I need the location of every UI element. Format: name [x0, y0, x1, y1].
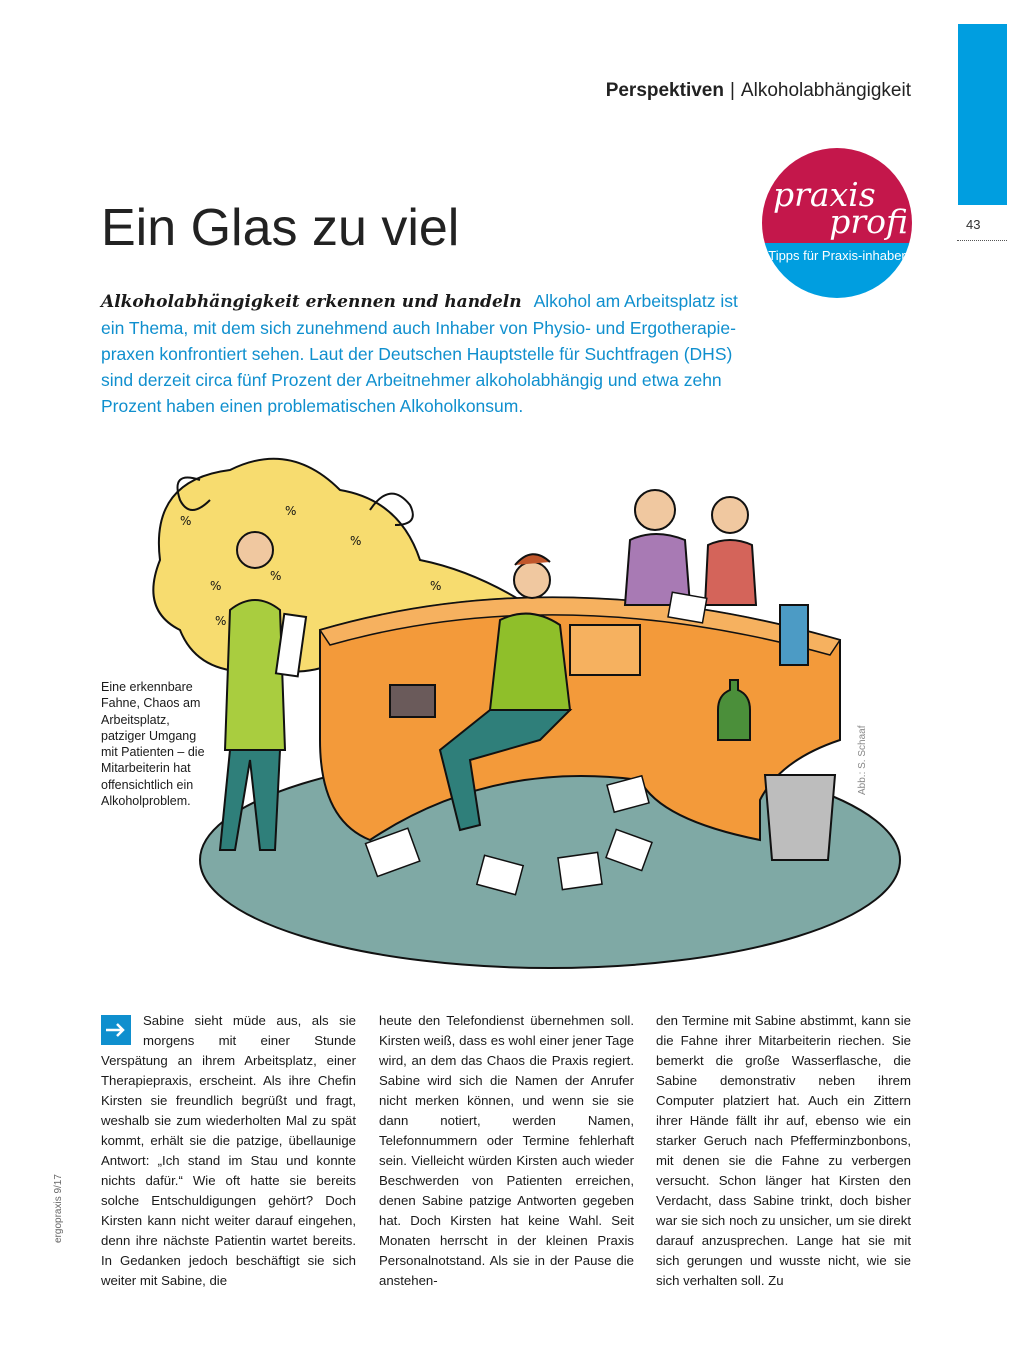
percent-symbol: % [350, 534, 362, 548]
ice-bucket [765, 775, 835, 860]
image-credit: Abb.: S. Schaaf [857, 725, 868, 795]
percent-symbol: % [285, 504, 297, 518]
percent-symbol: % [270, 569, 282, 583]
header-separator: | [729, 80, 735, 101]
section-color-tab [958, 24, 1007, 205]
arrow-right-icon [101, 1015, 131, 1045]
body-column-2 [379, 1011, 634, 1291]
header-section: Perspektiven [605, 80, 724, 101]
body-column-3 [656, 1011, 911, 1291]
desk-phone [390, 685, 435, 717]
journal-issue-note: ergopraxis 9/17 [53, 1174, 64, 1243]
header-topic: Alkoholabhängigkeit [740, 80, 911, 101]
water-bottle [780, 605, 808, 665]
article-title: Ein Glas zu viel [101, 199, 460, 257]
waiting-patients [625, 490, 756, 605]
article-lead [101, 288, 761, 419]
page-number: 43 [966, 217, 981, 232]
illustration-caption: Eine erkennbare Fahne, Chaos am Arbeitsplatz, patziger Umgang mit Patienten – die Mitarbeiterin hat offensichtlich ein Alkoholproblem. [101, 680, 205, 809]
lead-text: Alkohol am Arbeitsplatz ist ein Thema, mit dem sich zunehmend auch Inhaber von Physio- und Ergotherapie-praxen konfrontiert sehen. Laut der Deutschen Hauptstelle für Suchtfragen (DHS) sind derzeit circa fünf Prozent der Arbeitnehmer alkoholabhängig und etwa zehn Prozent haben einen problematischen Alkoholkonsum. [101, 291, 738, 416]
badge-word-profi: profi [829, 202, 908, 241]
percent-symbol: % [215, 614, 227, 628]
body-text-1: Sabine sieht müde aus, als sie morgens mit einer Stunde Verspätung an ihrem Arbeitsplatz, einer Therapiepraxis, erscheint. Als ihre Chefin Kirsten sie freundlich begrüßt und fragt, weshalb sie zum wiederholten Mal zu spät kommt, erhält sie die patzige, übellaunige Antwort: „Ich stand im Stau und konnte nichts dafür.“ Wie oft hatte sie bereits solche Entschuldigungen gehört? Doch Kirsten kann nicht weiter darauf eingehen, denn ihre nächste Patientin wartet bereits. In Gedanken jedoch beschäftigt sie sich weiter mit Sabine, die [101, 1013, 356, 1288]
reception-chaos-illustration [140, 440, 920, 970]
body-column-1 [101, 1011, 356, 1291]
page-number-divider [957, 240, 1007, 241]
badge-word-praxis: praxis [773, 175, 876, 214]
percent-symbol: % [430, 579, 442, 593]
running-header [606, 80, 911, 102]
computer-monitor [570, 625, 640, 675]
praxisprofi-badge [762, 148, 912, 298]
percent-symbol: % [180, 514, 192, 528]
body-text-2: heute den Telefondienst übernehmen soll. Kirsten weiß, dass es wohl einer jener Tage wird, an dem das Chaos die Praxis regiert. Sabine wird sich die Namen der Anrufer nicht merken können, und wenn sie sie dann notiert, werden Namen, Telefonnummern oder Termine fehlerhaft sein. Vielleicht würden Kirsten auch wieder Beschwerden von Patienten erreichen, denen Sabine patzige Antworten gegeben hat. Doch Kirsten hat keine Wahl. Seit Monaten herrscht in der kleinen Praxis Personalnotstand. Als sie in der Pause die anstehen- [379, 1013, 634, 1288]
badge-subtitle: Tipps für Praxis-inhaber [768, 248, 906, 263]
lead-kicker: Alkoholabhängigkeit erkennen und handeln [101, 292, 522, 312]
percent-symbol: % [210, 579, 222, 593]
body-text-3: den Termine mit Sabine abstimmt, kann sie die Fahne ihrer Mitarbeiterin riechen. Sie bemerkt die große Wasserflasche, die Sabine demonstrativ neben ihrem Computer platziert hat. Auch ein Zittern ihrer Hände fällt ihr auf, ebenso wie ein starker Geruch nach Pfefferminzbonbons, mit denen sie die Fahne zu verbergen versucht. Schon länger hat Kirsten den Verdacht, dass Sabine trinkt, doch bisher war sie sich noch zu unsicher, um sie direkt darauf anzusprechen. Lange hat sie mit sich gerungen und wusste nicht, wie sie sich verhalten soll. Zu [656, 1013, 911, 1288]
